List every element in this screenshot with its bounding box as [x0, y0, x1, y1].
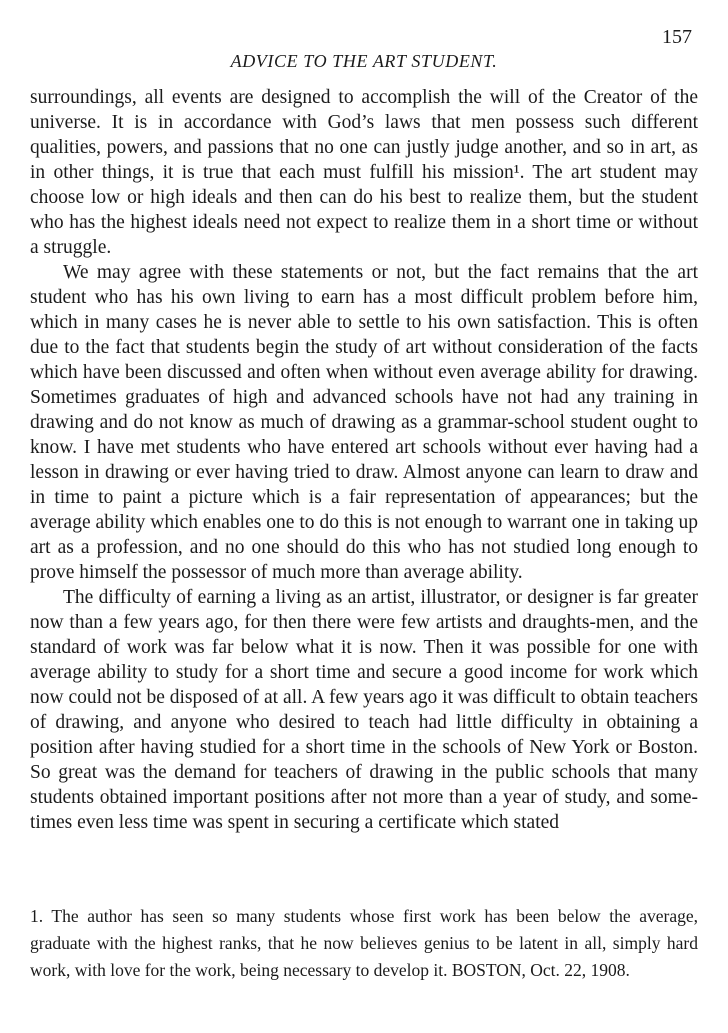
body-text	[30, 85, 698, 835]
page-number: 157	[662, 26, 692, 48]
running-heading: ADVICE TO THE ART STUDENT.	[230, 51, 498, 71]
paragraph-1: surroundings, all events are designed to accomplish the will of the Creator of the universe. It is in accordance with God’s laws that men possess such different qualities, powers, and passions that no one can justly judge another, and so in art, as in other things, it is true that each must fulfill his mission¹. The art student may choose low or high ideals and then can do his best to realize them, but the student who has the highest ideals need not expect to realize them in a short time or without a struggle.	[30, 87, 698, 258]
paragraph-2: We may agree with these statements or not, but the fact remains that the art student who has his own living to earn has a most difficult problem before him, which in many cases he is never able to settle to his own satisfaction. This is often due to the fact that students begin the study of art without consideration of the facts which have been discussed and often when without even average ability for drawing. Sometimes graduates of high and advanced schools have not had any training in drawing and do not know as much of drawing as a grammar-school student ought to know. I have met students who have entered art schools without ever having had a lesson in drawing or ever having tried to draw. Almost anyone can learn to draw and in time to paint a picture which is a fair representation of appearances; but the average ability which enables one to do this is not enough to warrant one in taking up art as a profession, and no one should do this who has not studied long enough to prove himself the possessor of much more than average ability.	[30, 262, 698, 583]
paragraph-3: The difficulty of earning a living as an artist, illustrator, or designer is far greater now than a few years ago, for then there were few artists and draughts-men, and the standard of work was far below what it is now. Then it was possible for one with average ability to study for a short time and secure a good income for work which now could not be disposed of at all. A few years ago it was difficult to obtain teachers of drawing, and anyone who desired to teach had little difficulty in obtaining a position after having studied for a short time in the schools of New York or Boston. So great was the demand for teachers of drawing in the public schools that many students obtained important positions after not more than a year of study, and some- times even less time was spent in securing a certificate which stated	[30, 587, 698, 833]
footnote: 1. The author has seen so many students whose first work has been below the average, graduate with the highest ranks, that he now believes genius to be latent in all, simply hard work, with love for the work, being necessary to develop it. BOSTON, Oct. 22, 1908.	[30, 906, 698, 980]
